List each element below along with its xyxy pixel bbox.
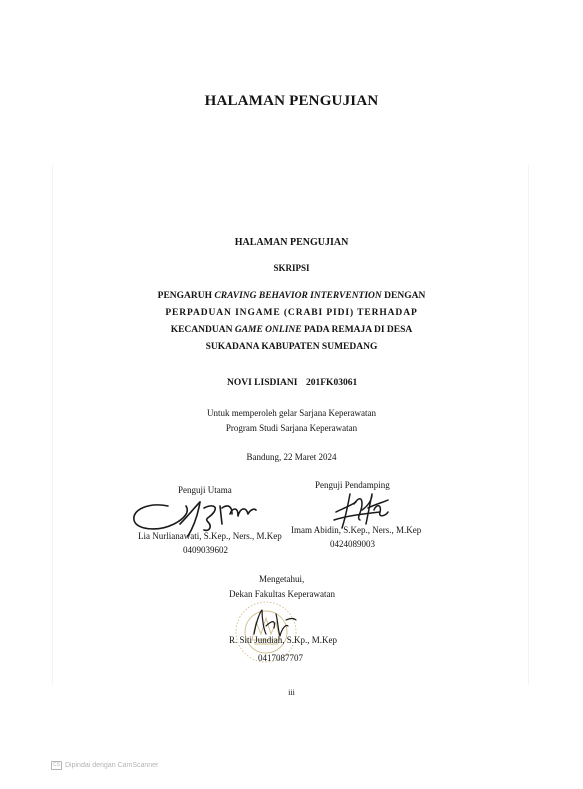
purpose-line-1: Untuk memperoleh gelar Sarjana Keperawatan (207, 408, 376, 418)
title-text: DENGAN (381, 291, 426, 301)
author-name: NOVI LISDIANI (227, 378, 298, 388)
approval-title: HALAMAN PENGUJIAN (234, 237, 349, 248)
title-text: KECANDUAN (170, 325, 235, 335)
examiner-1-name: Lia Nurlianawati, S.Kep., Ners., M.Kep (138, 531, 282, 541)
purpose-line-2: Program Studi Sarjana Keperawatan (225, 423, 358, 433)
dean-name: R. Siti Jundiah, S.Kp., M.Kep (229, 635, 338, 645)
thesis-title-line-2: PERPADUAN INGAME (CRABI PIDI) TERHADAP (165, 308, 418, 318)
document-type: SKRIPSI (273, 263, 310, 273)
scanner-watermark-text: Dipindai dengan CamScanner (65, 762, 159, 769)
title-italic-term: GAME ONLINE (234, 325, 302, 335)
thesis-title-line-4: SUKADANA KABUPATEN SUMEDANG (205, 342, 378, 352)
examiner-2-name: Imam Abidin, S.Kep., Ners., M.Kep (291, 525, 422, 535)
title-text: PENGARUH (157, 291, 215, 301)
scanner-watermark (51, 761, 158, 770)
title-italic-term: CRAVING BEHAVIOR INTERVENTION (214, 291, 382, 301)
title-text: PADA REMAJA DI DESA (301, 325, 413, 335)
camscanner-icon: CS (51, 761, 62, 770)
examiner-2-nidn: 0424089003 (330, 539, 375, 549)
examiner-1-nidn: 0409039602 (183, 545, 228, 555)
page-heading: HALAMAN PENGUJIAN (204, 93, 379, 109)
acknowledgement-label: Mengetahui, (259, 574, 305, 584)
dean-role: Dekan Fakultas Keperawatan (229, 589, 335, 599)
date-line: Bandung, 22 Maret 2024 (246, 452, 337, 462)
examiner-1-role: Penguji Utama (178, 485, 232, 495)
examiner-2-role: Penguji Pendamping (315, 480, 390, 490)
thesis-title-line-3 (0, 325, 583, 335)
dean-nidn: 0417087707 (258, 653, 303, 663)
page-number: iii (288, 688, 295, 697)
thesis-title-line-1 (0, 291, 583, 301)
examiner-2-signature (332, 490, 392, 530)
author-nim: 201FK03061 (306, 378, 358, 388)
